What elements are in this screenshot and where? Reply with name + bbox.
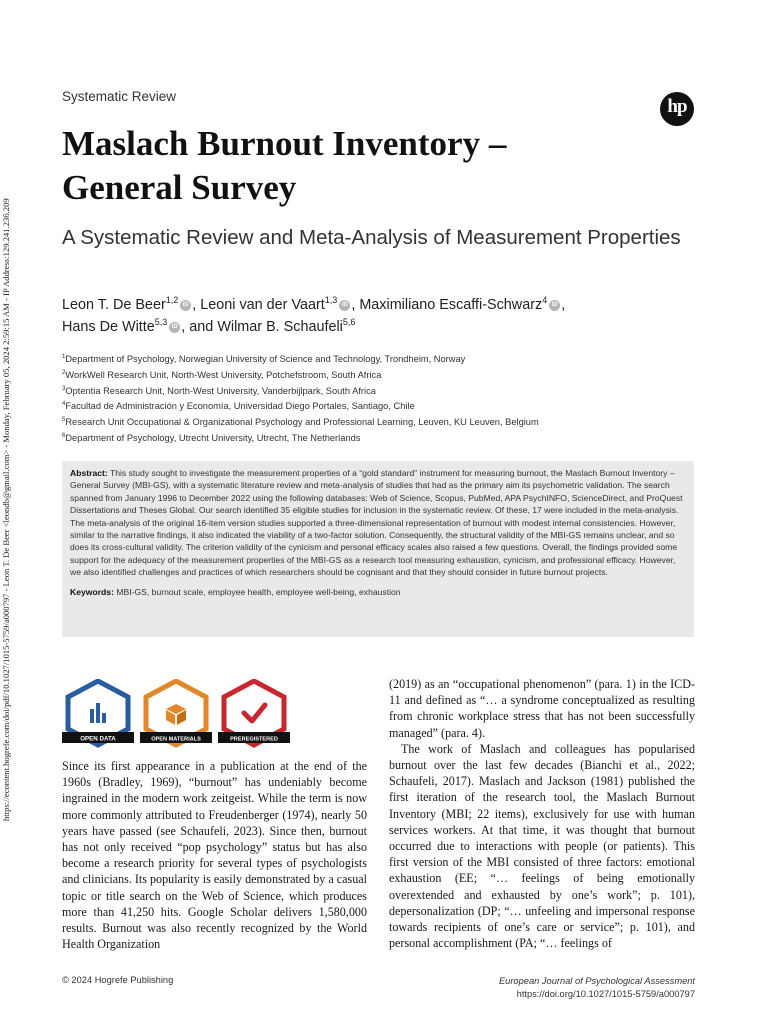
affiliation-number: 1 bbox=[62, 353, 66, 360]
orcid-icon[interactable]: iD bbox=[180, 300, 191, 311]
body-column-right bbox=[389, 676, 695, 951]
affiliation-number: 4 bbox=[62, 401, 66, 408]
author-affiliation-ref: 5,6 bbox=[342, 317, 356, 328]
abstract bbox=[70, 467, 686, 579]
body-paragraph: (2019) as an “occupational phenomenon” (para. 1) in the ICD-11 and defined as “… a syndrome conceptualized as resulting from chronic workplace stress that has not been successfully managed” (para. 4). bbox=[389, 677, 695, 740]
affiliation-number: 5 bbox=[62, 417, 66, 424]
doi-link[interactable]: https://doi.org/10.1027/1015-5759/a000797 bbox=[516, 989, 695, 999]
author-affiliation-ref: 5,3 bbox=[154, 317, 168, 328]
author-separator: , bbox=[351, 297, 360, 313]
body-column-left bbox=[62, 758, 367, 952]
open-science-badges bbox=[62, 679, 296, 749]
copyright-notice: © 2024 Hogrefe Publishing bbox=[62, 975, 174, 985]
author-name: Maximiliano Escaffi-Schwarz bbox=[359, 297, 543, 313]
affiliation-item bbox=[62, 368, 702, 384]
keywords-text: MBI-GS, burnout scale, employee health, employee well-being, exhaustion bbox=[116, 586, 401, 597]
author-affiliation-ref: 1,3 bbox=[324, 295, 338, 306]
affiliation-text: Optentia Research Unit, North-West University, Vanderbijlpark, South Africa bbox=[65, 385, 376, 396]
author-separator: , bbox=[192, 297, 201, 313]
badge-label: OPEN MATERIALS bbox=[151, 736, 201, 743]
title-line-1: Maslach Burnout Inventory – bbox=[62, 124, 507, 163]
orcid-icon[interactable]: iD bbox=[549, 300, 560, 311]
author-name: Wilmar B. Schaufeli bbox=[217, 319, 343, 335]
journal-footer bbox=[499, 975, 695, 1001]
article-title bbox=[62, 122, 682, 210]
badge-label: PREREGISTERED bbox=[230, 736, 278, 743]
author-affiliation-ref: 4 bbox=[542, 295, 548, 306]
author-affiliation-ref: 1,2 bbox=[165, 295, 179, 306]
affiliation-item bbox=[62, 352, 702, 368]
affiliation-text: WorkWell Research Unit, North-West University, Potchefstroom, South Africa bbox=[65, 369, 382, 380]
author-name: Leoni van der Vaart bbox=[200, 297, 325, 313]
body-paragraph: The work of Maslach and colleagues has popularised burnout over the last few decades (Bianchi et al., 2022; Schaufeli, 2017). Maslach and Jackson (1981) published the first iteration of the research tool, the Maslach Burnout Inventory (MBI; 22 items), exclusively for use with human services workers. At that time, it was thought that burnout occurred due to interactions with people (or patients). This first version of the MBI consisted of three factors: emotional exhaustion (EE; “… feelings of being emotionally overextended and exhausted by one’s work”; p. 101), depersonalization (DP; “… unfeeling and impersonal response towards recipients of one’s care or service”; p. 101), and personal accomplishment (PA; “… feelings of bbox=[389, 741, 695, 951]
affiliation-text: Facultad de Administración y Economía, Universidad Diego Portales, Santiago, Chile bbox=[65, 401, 415, 412]
download-watermark: https://econtent.hogrefe.com/doi/pdf/10.1027/1015-5759/a000797 - Leon T. De Beer <leondb@gmail.com> - Monday, February 05, 2024 2:59:15 AM - IP Address:129.241.236.209 bbox=[1, 198, 11, 822]
affiliation-number: 2 bbox=[62, 369, 66, 376]
affiliation-item bbox=[62, 415, 702, 431]
affiliation-text: Department of Psychology, Norwegian University of Science and Technology, Trondheim, Norway bbox=[65, 354, 466, 364]
keywords-label: Keywords: bbox=[70, 586, 114, 597]
article-subtitle: A Systematic Review and Meta-Analysis of Measurement Properties bbox=[62, 226, 681, 249]
badge-label: OPEN DATA bbox=[80, 735, 116, 743]
affiliation-text: Department of Psychology, Utrecht University, Utrecht, The Netherlands bbox=[65, 432, 361, 443]
logo-text: hp bbox=[667, 96, 687, 117]
author-list bbox=[62, 294, 702, 338]
preregistered-badge[interactable] bbox=[218, 679, 290, 749]
abstract-label: Abstract: bbox=[70, 468, 108, 478]
publisher-logo bbox=[660, 92, 694, 126]
affiliation-number: 6 bbox=[62, 432, 66, 439]
abstract-text: This study sought to investigate the measurement properties of a “gold standard” instrument for measuring burnout, the Maslach Burnout Inventory – General Survey (MBI-GS), with a systematic literature review and meta-analysis of studies that had as the primary aim its psychometric validation. The search spanned from January 1996 to December 2022 using the following databases: Web of Science, Scopus, PubMed, APA PsychINFO, ScienceDirect, and ProQuest Dissertations and Theses Global. Our search identified 35 eligible studies for inclusion in the systematic review. Of these, 17 were included in the meta-analysis. The meta-analysis of the original 16-item version studies supported a three-dimensional representation of burnout with modest internal consistencies. However, similar to the narrative findings, it also indicated the viability of a two-factor solution. Consequently, the structural validity of the MBI-GS remains unclear, and so does its cross-cultural validity. The criterion validity of the cynicism and personal efficacy scales also raised a few questions. Overall, the findings provided some support for the adequacy of the measurement properties of the MBI-GS as a research tool measuring exhaustion, cynicism, and professional efficacy. However, we also identified challenges and practices of which researchers should be cognisant and that they should consider in future burnout projects. bbox=[70, 468, 683, 578]
affiliation-item bbox=[62, 399, 702, 415]
affiliation-item bbox=[62, 384, 702, 400]
journal-name: European Journal of Psychological Assessment bbox=[498, 976, 695, 986]
open-materials-badge[interactable] bbox=[140, 679, 212, 749]
orcid-icon[interactable]: iD bbox=[169, 322, 180, 333]
author-separator: , bbox=[561, 297, 566, 313]
open-data-badge[interactable] bbox=[62, 679, 134, 749]
title-line-2: General Survey bbox=[62, 168, 297, 207]
author-name: Hans De Witte bbox=[62, 319, 155, 335]
body-paragraph: Since its first appearance in a publication at the end of the 1960s (Bradley, 1969), “burnout” has undeniably become ingrained in the modern work zeitgeist. While the term is now more commonly attributed to Freudenberger (1974), nearly 50 years have passed (see Schaufeli, 2023). Since then, burnout has not only received “pop psychology” status but has also become a research priority for several types of psychologists and clinicians. Its popularity is easily demonstrated by a casual topic or title search on the Web of Science, which produces more than 41,250 hits. Google Scholar delivers 1,580,000 results. Burnout was also recently recognized by the World Health Organization bbox=[62, 759, 367, 952]
orcid-icon[interactable]: iD bbox=[339, 300, 350, 311]
affiliation-text: Research Unit Occupational & Organizational Psychology and Professional Learning, Leuven, KU Leuven, Belgium bbox=[65, 417, 539, 428]
affiliation-number: 3 bbox=[62, 385, 66, 392]
affiliation-item bbox=[62, 431, 702, 447]
keywords bbox=[70, 586, 686, 598]
author-name: Leon T. De Beer bbox=[62, 297, 166, 313]
abstract-box bbox=[62, 461, 694, 637]
author-separator: , and bbox=[181, 319, 218, 335]
affiliation-list bbox=[62, 352, 702, 447]
section-label: Systematic Review bbox=[62, 89, 177, 104]
